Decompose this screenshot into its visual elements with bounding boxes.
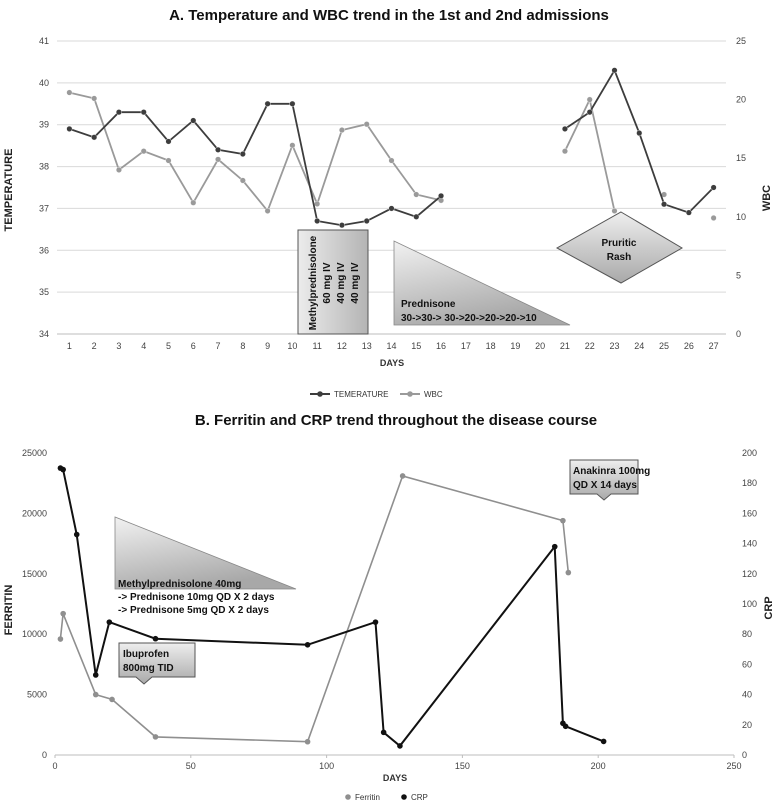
chart-b-y2-tick-label: 140 bbox=[742, 538, 758, 549]
chart-b-x-tick-label: 150 bbox=[454, 761, 470, 771]
ferritin-point bbox=[566, 570, 572, 576]
crp-point bbox=[552, 544, 558, 550]
chart-b bbox=[3, 412, 775, 802]
temperature-point bbox=[612, 68, 618, 74]
chart-a-x-tick-label: 5 bbox=[165, 341, 172, 351]
temperature-point bbox=[116, 109, 122, 115]
chart-b-y-tick-label: 10000 bbox=[21, 629, 47, 640]
chart-a-y2-tick-label: 5 bbox=[736, 270, 742, 281]
temperature-point bbox=[290, 101, 296, 107]
chart-a-y-tick-label: 34 bbox=[38, 329, 49, 339]
chart-b-y-tick-label: 5000 bbox=[26, 689, 47, 700]
annotation-ibuprofen-line-2: 800mg TID bbox=[123, 663, 174, 674]
annotation-methylprednisolone bbox=[298, 230, 368, 334]
wbc-line bbox=[565, 100, 615, 211]
wbc-point bbox=[314, 201, 320, 207]
crp-point bbox=[373, 619, 379, 625]
temperature-point bbox=[364, 218, 370, 224]
crp-point bbox=[601, 739, 607, 745]
crp-point bbox=[381, 730, 387, 736]
chart-b-y-tick-label: 20000 bbox=[21, 508, 47, 519]
annotation-taper-line-1: Methylprednisolone 40mg bbox=[118, 579, 242, 590]
temperature-point bbox=[389, 206, 395, 212]
wbc-point bbox=[215, 157, 221, 163]
chart-b-x-tick-label: 200 bbox=[590, 761, 606, 771]
chart-b-y2-tick-label: 120 bbox=[742, 568, 758, 579]
chart-b-y2-tick-label: 20 bbox=[742, 719, 753, 730]
chart-a-y-tick-label: 35 bbox=[38, 287, 49, 298]
chart-a-y2-tick-label: 0 bbox=[736, 329, 742, 339]
chart-b-y2-label: CRP bbox=[763, 596, 775, 620]
chart-a-x-tick-label: 18 bbox=[485, 341, 496, 351]
wbc-point bbox=[190, 200, 196, 206]
chart-a-x-tick-label: 6 bbox=[190, 341, 196, 351]
wbc-point bbox=[141, 148, 147, 154]
chart-b-y2-tick-label: 40 bbox=[742, 689, 753, 700]
chart-a-x-tick-label: 2 bbox=[91, 341, 97, 351]
chart-b-x-tick-label: 50 bbox=[185, 761, 196, 771]
temperature-line bbox=[565, 70, 714, 212]
chart-b-y2-tick-label: 0 bbox=[742, 750, 748, 760]
chart-a-series bbox=[67, 68, 717, 228]
annotation-prednisone-line-2: 30->30-> 30->20->20->20->10 bbox=[401, 313, 537, 324]
wbc-point bbox=[240, 178, 246, 184]
annotation-methylprednisolone-taper bbox=[115, 517, 296, 616]
ferritin-point bbox=[93, 692, 99, 698]
temperature-point bbox=[339, 222, 345, 228]
ferritin-point bbox=[109, 697, 115, 703]
chart-a-x-tick-label: 7 bbox=[215, 341, 221, 351]
chart-a-x-tick-label: 23 bbox=[609, 341, 620, 351]
annotation-prednisone bbox=[394, 241, 570, 325]
annotation-methylprednisolone-line-4: 40 mg IV bbox=[350, 262, 361, 304]
legend-crp-marker bbox=[401, 794, 407, 800]
temperature-point bbox=[438, 193, 444, 199]
chart-a-y2-tick-label: 10 bbox=[736, 211, 747, 222]
chart-b-y2-tick-label: 80 bbox=[742, 629, 753, 640]
legend-wbc-label: WBC bbox=[424, 390, 443, 399]
ferritin-point bbox=[560, 518, 566, 524]
chart-a-x-tick-label: 4 bbox=[141, 341, 147, 351]
chart-a-x-tick-label: 25 bbox=[659, 341, 670, 351]
chart-a bbox=[3, 7, 773, 399]
chart-b-y-tick-label: 25000 bbox=[21, 448, 47, 458]
wbc-point bbox=[265, 208, 271, 214]
wbc-point bbox=[389, 158, 395, 164]
annotation-taper-line-3: -> Prednisone 5mg QD X 2 days bbox=[118, 605, 269, 616]
ferritin-point bbox=[58, 636, 64, 642]
chart-a-x-tick-label: 24 bbox=[634, 341, 645, 351]
ferritin-point bbox=[400, 473, 406, 479]
chart-a-x-tick-label: 26 bbox=[683, 341, 694, 351]
annotation-pruritic-rash-line-2: Rash bbox=[606, 252, 632, 263]
chart-b-x-tick-label: 100 bbox=[319, 761, 335, 771]
chart-a-title: A. Temperature and WBC trend in the 1st and 2nd admissions bbox=[169, 7, 609, 24]
temperature-point bbox=[636, 130, 642, 136]
chart-a-x-tick-label: 13 bbox=[361, 341, 372, 351]
annotation-prednisone-line-1: Prednisone bbox=[401, 299, 456, 310]
temperature-point bbox=[67, 126, 73, 132]
chart-a-y-ticks bbox=[39, 36, 49, 339]
chart-b-x-ticks bbox=[52, 755, 741, 771]
chart-a-x-tick-label: 27 bbox=[708, 341, 719, 351]
annotation-anakinra-line-1: Anakinra 100mg bbox=[573, 466, 651, 477]
chart-a-y-tick-label: 36 bbox=[38, 245, 49, 256]
chart-a-x-tick-label: 10 bbox=[287, 341, 298, 351]
annotation-pruritic-rash-line-1: Pruritic bbox=[601, 238, 637, 249]
chart-b-y2-tick-label: 160 bbox=[742, 508, 758, 519]
chart-a-y2-tick-label: 25 bbox=[736, 36, 747, 46]
temperature-point bbox=[314, 218, 320, 224]
chart-b-title: B. Ferritin and CRP trend throughout the disease course bbox=[194, 412, 598, 429]
chart-a-x-tick-label: 20 bbox=[535, 341, 546, 351]
temperature-point bbox=[413, 214, 419, 220]
chart-b-x-tick-label: 0 bbox=[52, 761, 58, 771]
legend-ferritin-marker bbox=[345, 794, 351, 800]
legend-ferritin-label: Ferritin bbox=[355, 793, 380, 802]
chart-b-y-tick-label: 15000 bbox=[21, 568, 47, 579]
chart-a-y-tick-label: 37 bbox=[38, 203, 49, 214]
wbc-point bbox=[711, 215, 717, 221]
chart-a-x-tick-label: 22 bbox=[584, 341, 595, 351]
wbc-point bbox=[612, 208, 618, 214]
temperature-point bbox=[166, 139, 172, 145]
temperature-point bbox=[661, 201, 667, 207]
chart-a-x-tick-label: 12 bbox=[336, 341, 347, 351]
crp-point bbox=[107, 619, 113, 625]
wbc-point bbox=[116, 167, 122, 173]
temperature-point bbox=[711, 185, 717, 191]
chart-a-x-tick-label: 8 bbox=[240, 341, 246, 351]
ferritin-point bbox=[305, 739, 311, 745]
wbc-point bbox=[67, 90, 73, 96]
temperature-point bbox=[587, 109, 593, 115]
chart-a-y2-tick-label: 20 bbox=[736, 94, 747, 105]
temperature-point bbox=[240, 151, 246, 157]
annotation-anakinra bbox=[570, 460, 650, 500]
wbc-point bbox=[587, 97, 593, 103]
chart-a-x-tick-label: 1 bbox=[66, 341, 72, 351]
annotation-pruritic-rash bbox=[557, 212, 682, 283]
legend-temperature-label: TEMERATURE bbox=[334, 390, 389, 399]
chart-a-y-tick-label: 38 bbox=[38, 161, 49, 172]
chart-a-x-tick-label: 3 bbox=[116, 341, 122, 351]
annotation-methylprednisolone-line-2: 60 mg IV bbox=[322, 262, 333, 304]
chart-a-x-tick-label: 14 bbox=[386, 341, 397, 351]
chart-b-y2-tick-label: 200 bbox=[742, 448, 758, 458]
chart-b-y2-tick-label: 60 bbox=[742, 659, 753, 670]
crp-point bbox=[74, 532, 80, 538]
chart-a-x-tick-label: 16 bbox=[436, 341, 447, 351]
chart-a-x-tick-label: 11 bbox=[312, 341, 322, 351]
annotation-taper-line-2: -> Prednisone 10mg QD X 2 days bbox=[118, 592, 275, 603]
crp-point bbox=[563, 724, 569, 730]
wbc-line bbox=[69, 93, 441, 211]
temperature-point bbox=[215, 147, 221, 153]
chart-a-x-tick-label: 21 bbox=[559, 341, 570, 351]
chart-b-y2-ticks bbox=[742, 448, 757, 760]
crp-point bbox=[60, 467, 66, 473]
crp-point bbox=[153, 636, 159, 642]
legend-crp-label: CRP bbox=[411, 793, 428, 802]
chart-a-x-tick-label: 9 bbox=[265, 341, 271, 351]
legend-wbc-marker bbox=[407, 391, 413, 397]
temperature-point bbox=[265, 101, 271, 107]
annotation-methylprednisolone-line-3: 40 mg IV bbox=[336, 262, 347, 304]
chart-a-y-tick-label: 41 bbox=[38, 36, 49, 46]
chart-b-y2-tick-label: 100 bbox=[742, 599, 758, 609]
crp-point bbox=[93, 672, 99, 678]
chart-a-x-tick-label: 19 bbox=[510, 341, 521, 351]
wbc-point bbox=[413, 192, 419, 198]
ferritin-point bbox=[60, 611, 66, 617]
annotation-anakinra-line-2: QD X 14 days bbox=[573, 480, 637, 491]
annotation-methylprednisolone-line-1: Methylprednisolone bbox=[308, 235, 319, 331]
chart-a-legend bbox=[310, 390, 443, 399]
chart-a-y2-ticks bbox=[736, 36, 746, 339]
temperature-point bbox=[686, 210, 692, 216]
chart-b-y-ticks bbox=[22, 448, 47, 760]
ferritin-point bbox=[153, 734, 159, 740]
temperature-point bbox=[141, 109, 147, 115]
chart-b-x-label: DAYS bbox=[382, 773, 408, 783]
chart-b-y2-tick-label: 180 bbox=[742, 478, 758, 489]
wbc-point bbox=[364, 121, 370, 127]
chart-a-y-tick-label: 40 bbox=[38, 77, 49, 88]
chart-b-y-label: FERRITIN bbox=[3, 584, 15, 636]
wbc-point bbox=[290, 143, 296, 149]
wbc-point bbox=[562, 148, 568, 154]
legend-temperature-marker bbox=[317, 391, 323, 397]
chart-a-x-label: DAYS bbox=[379, 358, 405, 368]
chart-a-x-ticks bbox=[67, 341, 719, 351]
wbc-point bbox=[339, 127, 345, 133]
annotation-ibuprofen-line-1: Ibuprofen bbox=[123, 649, 170, 660]
chart-b-x-tick-label: 250 bbox=[726, 761, 742, 771]
chart-a-y-tick-label: 39 bbox=[38, 119, 49, 130]
temperature-point bbox=[91, 134, 97, 140]
temperature-point bbox=[562, 126, 568, 132]
chart-a-y-label: TEMPERATURE bbox=[3, 148, 15, 232]
chart-b-legend bbox=[345, 793, 428, 802]
chart-a-y2-tick-label: 15 bbox=[736, 153, 747, 164]
annotation-ibuprofen bbox=[119, 643, 195, 684]
chart-a-x-tick-label: 17 bbox=[460, 341, 471, 351]
crp-point bbox=[305, 642, 311, 648]
chart-a-y2-label: WBC bbox=[761, 184, 773, 212]
chart-b-y-tick-label: 0 bbox=[41, 750, 47, 760]
crp-point bbox=[397, 743, 403, 749]
wbc-point bbox=[166, 158, 172, 164]
wbc-point bbox=[91, 96, 97, 102]
temperature-point bbox=[190, 118, 196, 124]
chart-a-x-tick-label: 15 bbox=[411, 341, 422, 351]
